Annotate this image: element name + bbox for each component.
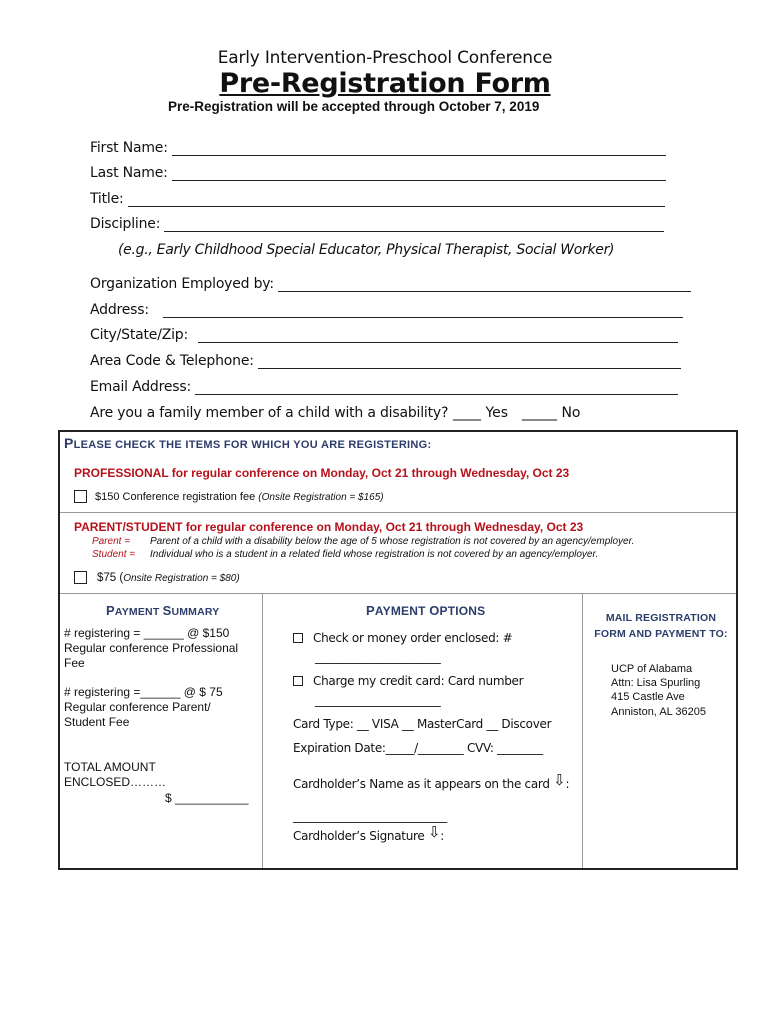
discipline-label: Discipline: <box>90 216 161 232</box>
registration-heading: PLEASE CHECK THE ITEMS FOR WHICH YOU ARE REGISTERING: <box>64 435 432 451</box>
parent-fee-label: Regular conference Parent/ Student Fee <box>64 700 211 729</box>
parent-student-heading: PARENT/STUDENT for regular conference on Monday, Oct 21 through Wednesday, Oct 23 <box>74 520 584 534</box>
down-arrow-icon: ⇩ <box>427 823 441 841</box>
discipline-example: (e.g., Early Childhood Special Educator, Physical Therapist, Social Worker) <box>118 242 615 258</box>
city-state-zip-field[interactable] <box>90 327 678 343</box>
credit-card-option[interactable] <box>293 674 523 688</box>
cardholder-name-line[interactable]: ___________________________ <box>293 809 447 823</box>
telephone-field[interactable] <box>90 353 681 369</box>
checkbox-icon[interactable] <box>293 633 303 643</box>
first-name-input[interactable] <box>172 142 666 156</box>
professional-fee-label: Regular conference Professional Fee <box>64 641 239 670</box>
discipline-input[interactable] <box>164 218 664 232</box>
address-label: Address: <box>90 302 149 318</box>
first-name-label: First Name: <box>90 140 168 156</box>
check-option[interactable] <box>293 631 512 645</box>
cardholder-signature-label: Cardholder’s Signature ⇩: <box>293 823 445 843</box>
mail-city: Anniston, AL 36205 <box>611 706 707 718</box>
parent-count[interactable]: # registering =______ @ $ 75 <box>64 685 223 699</box>
last-name-input[interactable] <box>172 167 666 181</box>
organization-input[interactable] <box>278 278 691 292</box>
family-yes-option[interactable]: ____ Yes <box>453 405 509 421</box>
title-label: Title: <box>90 191 124 207</box>
form-title: Pre-Registration Form <box>219 68 551 99</box>
student-definition: Student = Individual who is a student in a related field whose registration is not covered by an agency/employer. <box>92 549 599 560</box>
total-amount[interactable]: $ ___________ <box>165 791 249 805</box>
organization-field[interactable] <box>90 276 691 292</box>
mail-heading: MAIL REGISTRATION FORM AND PAYMENT TO: <box>594 612 728 640</box>
total-label: TOTAL AMOUNT <box>64 760 156 774</box>
professional-fee-text: $150 Conference registration fee (Onsite Registration = $165) <box>95 490 384 503</box>
last-name-label: Last Name: <box>90 165 168 181</box>
telephone-input[interactable] <box>258 355 681 369</box>
payment-options-heading: PAYMENT OPTIONS <box>366 603 486 618</box>
title-input[interactable] <box>128 193 665 207</box>
divider <box>60 593 736 594</box>
cardholder-name-label: Cardholder’s Name as it appears on the card ⇩: <box>293 771 570 791</box>
title-field[interactable] <box>90 191 665 207</box>
deadline-note: Pre-Registration will be accepted through October 7, 2019 <box>168 99 540 114</box>
telephone-label: Area Code & Telephone: <box>90 353 254 369</box>
column-divider <box>262 594 263 868</box>
professional-option[interactable] <box>74 490 384 503</box>
email-field[interactable] <box>90 379 678 395</box>
card-number-line[interactable]: ______________________ <box>315 693 441 707</box>
last-name-field[interactable] <box>90 165 666 181</box>
parent-definition: Parent = Parent of a child with a disability below the age of 5 whose registration is not covered by an agency/employer. <box>92 536 635 547</box>
expiration-cvv[interactable]: Expiration Date:_____/________ CVV: ________ <box>293 741 543 755</box>
payment-summary-heading: PAYMENT SUMMARY <box>106 603 220 618</box>
city-state-zip-input[interactable] <box>198 329 678 343</box>
organization-label: Organization Employed by: <box>90 276 274 292</box>
checkbox-icon[interactable] <box>293 676 303 686</box>
mail-attn: Attn: Lisa Spurling <box>611 677 701 689</box>
first-name-field[interactable] <box>90 140 666 156</box>
checkbox-icon[interactable] <box>74 571 87 584</box>
down-arrow-icon: ⇩ <box>553 771 566 789</box>
professional-count[interactable]: # registering = ______ @ $150 <box>64 626 230 640</box>
total-enclosed: ENCLOSED……… <box>64 775 167 789</box>
family-member-question: Are you a family member of a child with a disability? <box>90 405 449 421</box>
divider <box>60 512 736 513</box>
column-divider <box>582 594 583 868</box>
address-field[interactable] <box>90 302 683 318</box>
discipline-field[interactable] <box>90 216 664 232</box>
email-label: Email Address: <box>90 379 191 395</box>
checkbox-icon[interactable] <box>74 490 87 503</box>
mail-street: 415 Castle Ave <box>611 691 685 703</box>
address-input[interactable] <box>163 304 683 318</box>
parent-student-option[interactable] <box>74 571 240 584</box>
card-label: Charge my credit card: Card number <box>313 674 524 688</box>
email-input[interactable] <box>195 381 678 395</box>
city-state-zip-label: City/State/Zip: <box>90 327 189 343</box>
check-label: Check or money order enclosed: # <box>313 631 513 645</box>
parent-fee-text: $75 (Onsite Registration = $80) <box>97 571 240 584</box>
card-type[interactable]: Card Type: __ VISA __ MasterCard __ Discover <box>293 717 552 731</box>
conference-title: Early Intervention-Preschool Conference <box>217 48 553 68</box>
check-number-line[interactable]: ______________________ <box>315 650 441 664</box>
family-no-option[interactable]: _____ No <box>522 405 581 421</box>
mail-org: UCP of Alabama <box>611 663 693 675</box>
professional-heading: PROFESSIONAL for regular conference on Monday, Oct 21 through Wednesday, Oct 23 <box>74 466 570 480</box>
